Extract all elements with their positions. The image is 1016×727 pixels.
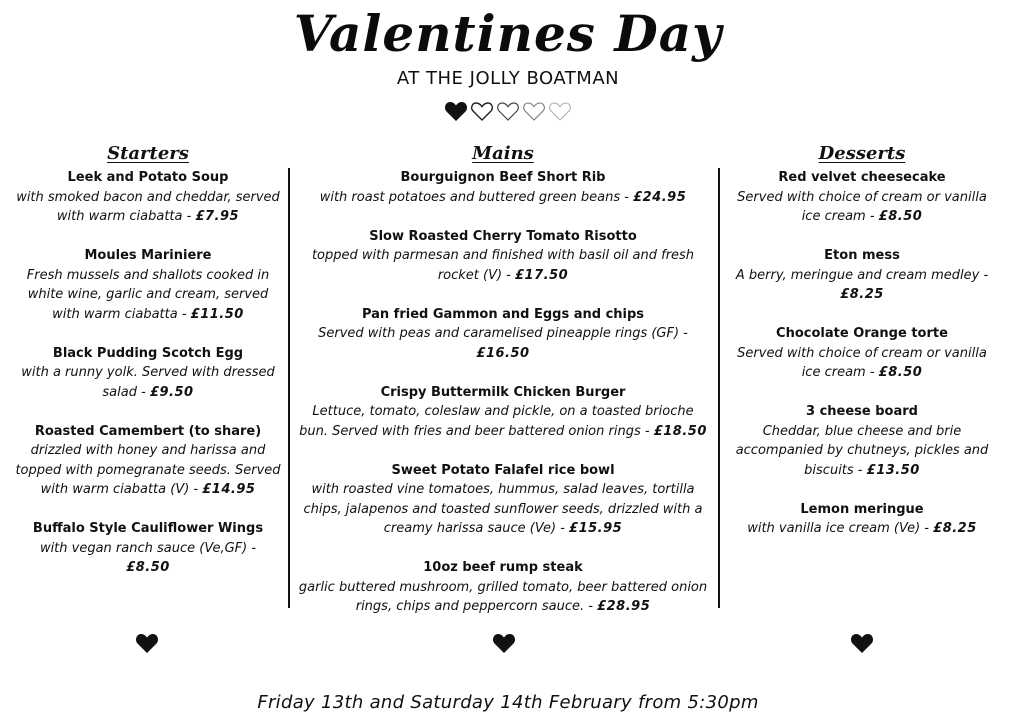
menu-item <box>298 558 708 617</box>
heart-outline-icon <box>548 100 572 122</box>
hearts-rating <box>0 100 1016 122</box>
item-price: £8.25 <box>840 287 884 302</box>
item-price: £11.50 <box>190 306 244 322</box>
item-description: with roast potatoes and buttered green beans - £24.95 <box>319 189 687 205</box>
item-name: Sweet Potato Falafel rice bowl <box>391 462 615 478</box>
item-name: 3 cheese board <box>806 404 918 419</box>
item-price: £8.25 <box>933 521 977 536</box>
menu-item <box>730 324 994 383</box>
item-price: £28.95 <box>597 599 651 614</box>
heart-outline-icon <box>496 100 520 122</box>
item-name: Slow Roasted Cherry Tomato Risotto <box>369 228 637 244</box>
starters-heading: Starters <box>107 143 189 164</box>
menu-item <box>14 519 282 578</box>
menu-item <box>298 168 708 207</box>
menu-item <box>730 402 994 480</box>
menu-item <box>14 168 282 227</box>
item-description: Fresh mussels and shallots cooked in white wine, garlic and cream, served with warm ciabatta - £11.50 <box>26 267 270 322</box>
item-price: £24.95 <box>633 189 687 205</box>
item-description: with a runny yolk. Served with dressed salad - £9.50 <box>21 365 275 400</box>
menu-item <box>14 344 282 403</box>
item-price: £9.50 <box>149 384 194 400</box>
heart-filled-icon <box>444 100 468 122</box>
starters-column <box>14 142 282 597</box>
item-price: £8.50 <box>126 560 170 575</box>
item-price: £8.50 <box>878 365 923 380</box>
item-name: Pan fried Gammon and Eggs and chips <box>361 306 645 322</box>
item-price: £17.50 <box>515 267 569 283</box>
item-name: Black Pudding Scotch Egg <box>52 345 244 361</box>
menu-item <box>730 500 994 539</box>
item-price: £13.50 <box>866 462 920 478</box>
item-name: Roasted Camembert (to share) <box>34 423 262 439</box>
item-description: with vanilla ice cream (Ve) - £8.25 <box>747 521 977 536</box>
item-price: £16.50 <box>476 345 530 361</box>
menu-item <box>14 246 282 324</box>
heart-filled-icon <box>850 632 874 654</box>
item-name: Lemon meringue <box>800 501 924 517</box>
event-dates: Friday 13th and Saturday 14th February from 5:30pm <box>257 692 759 713</box>
mains-column <box>298 142 708 636</box>
item-name: Leek and Potato Soup <box>67 170 229 185</box>
item-price: £8.50 <box>878 209 923 224</box>
item-name: Red velvet cheesecake <box>778 170 946 185</box>
item-name: Chocolate Orange torte <box>776 326 948 341</box>
item-name: 10oz beef rump steak <box>423 560 583 575</box>
item-name: Bourguignon Beef Short Rib <box>400 170 606 185</box>
menu-item <box>298 461 708 539</box>
item-name: Moules Mariniere <box>84 248 212 263</box>
menu-title: Valentines Day <box>293 4 723 63</box>
column-divider <box>718 168 720 608</box>
item-description: Served with peas and caramelised pineapple rings (GF) - £16.50 <box>318 326 688 361</box>
menu-item <box>730 168 994 227</box>
item-description: with vegan ranch sauce (Ve,GF) - £8.50 <box>39 540 257 575</box>
item-price: £7.95 <box>195 209 240 224</box>
item-price: £18.50 <box>653 423 707 439</box>
column-divider <box>288 168 290 608</box>
item-description: Served with choice of cream or vanilla ice cream - £8.50 <box>737 345 987 380</box>
desserts-column <box>730 142 994 558</box>
item-description: topped with parmesan and finished with basil oil and fresh rocket (V) - £17.50 <box>311 248 695 283</box>
item-description: A berry, meringue and cream medley - £8.25 <box>735 267 989 302</box>
item-description: Cheddar, blue cheese and brie accompanied by chutneys, pickles and biscuits - £13.50 <box>735 423 989 478</box>
heart-filled-icon <box>135 632 159 654</box>
menu-item <box>298 227 708 286</box>
item-price: £15.95 <box>569 521 623 536</box>
menu-item <box>730 246 994 305</box>
mains-heading: Mains <box>472 143 534 164</box>
item-description: drizzled with honey and harissa and topped with pomegranate seeds. Served with warm ciabatta (V) - £14.95 <box>15 443 281 497</box>
item-name: Crispy Buttermilk Chicken Burger <box>380 384 626 400</box>
desserts-heading: Desserts <box>818 143 906 164</box>
item-name: Eton mess <box>824 248 900 263</box>
menu-subtitle: AT THE JOLLY BOATMAN <box>396 68 620 89</box>
item-price: £14.95 <box>202 482 256 497</box>
heart-outline-icon <box>470 100 494 122</box>
item-description: with roasted vine tomatoes, hummus, salad leaves, tortilla chips, jalapenos and toasted sunflower seeds, drizzled with a creamy harissa sauce (Ve) - £15.95 <box>303 482 703 536</box>
item-description: Served with choice of cream or vanilla ice cream - £8.50 <box>737 189 987 224</box>
item-description: Lettuce, tomato, coleslaw and pickle, on a toasted brioche bun. Served with fries and beer battered onion rings - £18.50 <box>299 404 707 439</box>
item-description: with smoked bacon and cheddar, served with warm ciabatta - £7.95 <box>16 189 280 224</box>
menu-item <box>298 305 708 364</box>
item-name: Buffalo Style Cauliflower Wings <box>32 521 264 536</box>
heart-outline-icon <box>522 100 546 122</box>
item-description: garlic buttered mushroom, grilled tomato, beer battered onion rings, chips and peppercorn sauce. - £28.95 <box>298 579 708 614</box>
menu-item <box>14 422 282 500</box>
menu-item <box>298 383 708 442</box>
heart-filled-icon <box>492 632 516 654</box>
